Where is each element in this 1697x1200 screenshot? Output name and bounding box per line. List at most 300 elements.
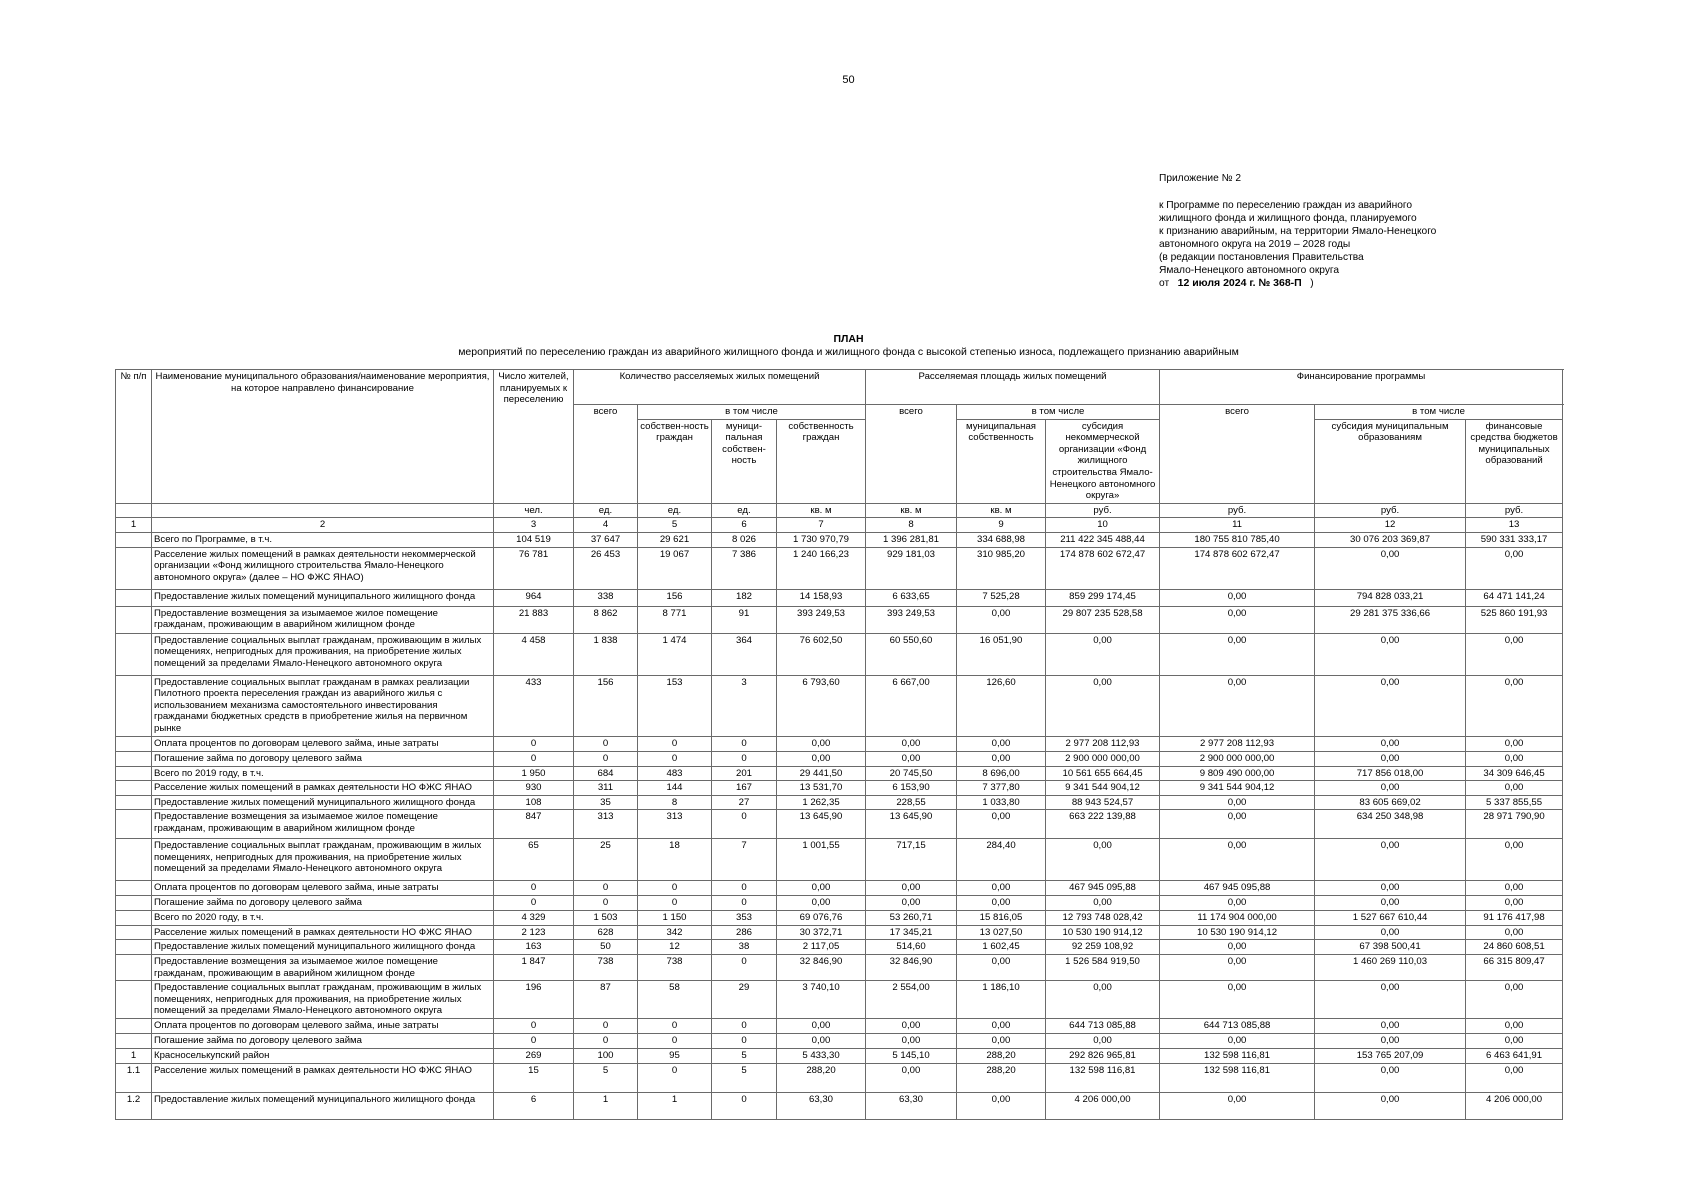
annex-signed-suffix: ) [1310,278,1314,289]
row-value: 29 [712,981,777,1019]
annex-line: к признанию аварийным, на территории Ямало-Ненецкого [1159,226,1437,237]
row-value: 5 337 855,55 [1466,795,1563,810]
table-row [116,751,1563,766]
row-value: 0,00 [1160,981,1315,1019]
row-number [116,606,152,633]
row-value: 794 828 033,21 [1315,589,1466,606]
row-number [116,547,152,589]
row-value: 38 [712,940,777,955]
row-value: 0,00 [1160,1034,1315,1049]
row-value: 29 621 [638,532,712,547]
row-value: 95 [638,1049,712,1064]
row-value: 0,00 [1315,781,1466,796]
row-value: 1 602,45 [957,940,1046,955]
row-value: 32 846,90 [777,955,866,981]
header-rooms-total: всего [574,405,638,504]
unit-cell: руб. [1315,503,1466,518]
row-value: 1 [638,1093,712,1120]
row-name: Предоставление жилых помещений муниципального жилищного фонда [152,940,494,955]
row-number [116,751,152,766]
table-row [116,981,1563,1019]
row-number: 1 [116,1049,152,1064]
row-value: 628 [574,925,638,940]
unit-cell: руб. [1160,503,1315,518]
row-value: 0,00 [1160,675,1315,736]
row-value: 0 [712,881,777,896]
row-value: 26 453 [574,547,638,589]
row-value: 2 977 208 112,93 [1160,736,1315,751]
row-value: 9 809 490 000,00 [1160,766,1315,781]
row-value: 0,00 [957,896,1046,911]
row-value: 29 281 375 336,66 [1315,606,1466,633]
row-name: Предоставление социальных выплат гражданам, проживающим в жилых помещениях, непригодных для проживания, на приобретение жилых помещений за пределами Ямало-Ненецкого автономного округа [152,633,494,675]
row-value: 0,00 [1466,896,1563,911]
row-value: 0,00 [1315,925,1466,940]
row-value: 10 530 190 914,12 [1046,925,1160,940]
page-number: 50 [842,74,855,86]
row-value: 0,00 [866,1034,957,1049]
row-value: 0 [574,751,638,766]
annex-title: Приложение № 2 [1159,173,1242,184]
row-value: 717 856 018,00 [1315,766,1466,781]
row-value: 0,00 [1315,547,1466,589]
row-name: Всего по 2019 году, в т.ч. [152,766,494,781]
row-value: 0 [494,736,574,751]
unit-cell [116,503,152,518]
row-value: 1 033,80 [957,795,1046,810]
row-name: Оплата процентов по договорам целевого займа, иные затраты [152,736,494,751]
header-area-municipal: муниципальная собственность [957,419,1046,503]
column-number: 7 [777,518,866,533]
header-rooms-group: Количество расселяемых жилых помещений [574,370,866,405]
row-value: 144 [638,781,712,796]
row-value: 65 [494,839,574,881]
row-value: 0,00 [866,1064,957,1093]
row-value: 153 [638,675,712,736]
row-value: 6 463 641,91 [1466,1049,1563,1064]
row-value: 0,00 [1046,675,1160,736]
row-value: 32 846,90 [866,955,957,981]
row-value: 393 249,53 [866,606,957,633]
row-value: 738 [574,955,638,981]
row-value: 1 240 166,23 [777,547,866,589]
row-name: Оплата процентов по договорам целевого займа, иные затраты [152,1019,494,1034]
row-value: 0,00 [1466,839,1563,881]
row-name: Всего по 2020 году, в т.ч. [152,911,494,926]
row-name: Погашение займа по договору целевого займа [152,896,494,911]
row-value: 1 474 [638,633,712,675]
row-value: 0,00 [1315,736,1466,751]
row-number [116,955,152,981]
row-value: 6 153,90 [866,781,957,796]
row-value: 1 730 970,79 [777,532,866,547]
row-value: 929 181,03 [866,547,957,589]
row-value: 0,00 [1466,881,1563,896]
row-value: 24 860 608,51 [1466,940,1563,955]
row-value: 0 [712,955,777,981]
header-residents: Число жителей, планируемых к переселению [494,370,574,504]
column-number: 9 [957,518,1046,533]
row-value: 847 [494,810,574,839]
row-value: 167 [712,781,777,796]
row-value: 5 [574,1064,638,1093]
row-value: 0 [712,736,777,751]
row-name: Предоставление возмещения за изымаемое жилое помещение гражданам, проживающим в аварийном жилищном фонде [152,810,494,839]
row-value: 1 186,10 [957,981,1046,1019]
row-value: 14 158,93 [777,589,866,606]
row-value: 0,00 [1315,751,1466,766]
row-value: 18 [638,839,712,881]
annex-signed-value: 12 июля 2024 г. № 368-П [1177,277,1302,289]
header-rooms-private: собствен-ность граждан [638,419,712,503]
table-row [116,795,1563,810]
row-value: 364 [712,633,777,675]
row-value: 0 [638,751,712,766]
row-value: 1 527 667 610,44 [1315,911,1466,926]
row-value: 0,00 [1160,839,1315,881]
row-value: 2 117,05 [777,940,866,955]
row-value: 0,00 [1315,1034,1466,1049]
annex-line: к Программе по переселению граждан из аварийного [1159,200,1413,211]
row-value: 1 396 281,81 [866,532,957,547]
row-number [116,940,152,955]
row-value: 76 781 [494,547,574,589]
row-value: 25 [574,839,638,881]
row-value: 0,00 [1315,633,1466,675]
row-value: 514,60 [866,940,957,955]
row-name: Погашение займа по договору целевого займа [152,1034,494,1049]
row-value: 3 740,10 [777,981,866,1019]
row-value: 2 900 000 000,00 [1160,751,1315,766]
header-fin-municipal-budget: финансовые средства бюджетов муниципальных образований [1466,419,1563,503]
row-name: Предоставление социальных выплат гражданам, проживающим в жилых помещениях, непригодных для проживания, на приобретение жилых помещений за пределами Ямало-Ненецкого автономного округа [152,981,494,1019]
row-value: 29 807 235 528,58 [1046,606,1160,633]
row-value: 132 598 116,81 [1160,1049,1315,1064]
annex-block [1159,172,1489,290]
header-no: № п/п [116,370,152,504]
row-value: 5 145,10 [866,1049,957,1064]
row-number [116,633,152,675]
row-value: 334 688,98 [957,532,1046,547]
annex-signed-line [1159,277,1489,290]
row-value: 87 [574,981,638,1019]
row-name: Всего по Программе, в т.ч. [152,532,494,547]
table-row [116,589,1563,606]
row-value: 63,30 [777,1093,866,1120]
row-value: 50 [574,940,638,955]
row-value: 0,00 [1160,589,1315,606]
row-value: 1 838 [574,633,638,675]
row-value: 0,00 [1160,955,1315,981]
row-name: Расселение жилых помещений в рамках деятельности НО ФЖС ЯНАО [152,781,494,796]
row-value: 0,00 [1315,981,1466,1019]
row-value: 153 765 207,09 [1315,1049,1466,1064]
row-value: 0 [574,1019,638,1034]
row-value: 132 598 116,81 [1160,1064,1315,1093]
row-value: 196 [494,981,574,1019]
row-name: Оплата процентов по договорам целевого займа, иные затраты [152,881,494,896]
row-value: 288,20 [957,1064,1046,1093]
column-number: 5 [638,518,712,533]
row-value: 1 001,55 [777,839,866,881]
row-value: 353 [712,911,777,926]
row-value: 0 [638,1064,712,1093]
row-value: 525 860 191,93 [1466,606,1563,633]
row-number [116,925,152,940]
row-value: 34 309 646,45 [1466,766,1563,781]
row-value: 0,00 [957,881,1046,896]
row-value: 0,00 [777,896,866,911]
table-header [116,370,1563,533]
row-value: 11 174 904 000,00 [1160,911,1315,926]
row-value: 88 943 524,57 [1046,795,1160,810]
table-row [116,1064,1563,1093]
row-name: Красноселькупский район [152,1049,494,1064]
header-fin-subsidy-municipal: субсидия муниципальным образованиям [1315,419,1466,503]
row-value: 1 503 [574,911,638,926]
column-number: 11 [1160,518,1315,533]
unit-cell [152,503,494,518]
column-number: 3 [494,518,574,533]
row-value: 64 471 141,24 [1466,589,1563,606]
annex-line: Ямало-Ненецкого автономного округа [1159,265,1340,276]
column-number: 13 [1466,518,1563,533]
row-value: 0,00 [1315,675,1466,736]
row-value: 0,00 [1466,633,1563,675]
row-value: 0 [574,1034,638,1049]
row-value: 0,00 [777,751,866,766]
row-value: 76 602,50 [777,633,866,675]
row-value: 644 713 085,88 [1046,1019,1160,1034]
row-value: 0,00 [1466,1034,1563,1049]
row-number [116,736,152,751]
row-value: 228,55 [866,795,957,810]
row-value: 174 878 602 672,47 [1160,547,1315,589]
row-value: 313 [574,810,638,839]
row-number: 1.2 [116,1093,152,1120]
row-value: 0,00 [777,1019,866,1034]
row-value: 17 345,21 [866,925,957,940]
row-value: 0 [494,1019,574,1034]
row-number [116,532,152,547]
unit-cell: кв. м [777,503,866,518]
row-value: 8 [638,795,712,810]
header-area-group: Расселяемая площадь жилых помещений [866,370,1160,405]
row-value: 8 771 [638,606,712,633]
table-row [116,1049,1563,1064]
row-name: Предоставление жилых помещений муниципального жилищного фонда [152,795,494,810]
row-value: 0,00 [1160,810,1315,839]
row-value: 0,00 [1046,839,1160,881]
header-area-including: в том числе [957,405,1160,420]
table-row [116,881,1563,896]
table-row [116,532,1563,547]
unit-cell: ед. [712,503,777,518]
table-row [116,766,1563,781]
column-number: 12 [1315,518,1466,533]
row-value: 1 950 [494,766,574,781]
header-area-private: собственность граждан [777,419,866,503]
row-name: Предоставление жилых помещений муниципального жилищного фонда [152,589,494,606]
row-name: Предоставление возмещения за изымаемое жилое помещение гражданам, проживающим в аварийном жилищном фонде [152,955,494,981]
header-finance-group: Финансирование программы [1160,370,1563,405]
row-value: 311 [574,781,638,796]
row-value: 0,00 [1315,881,1466,896]
row-number: 1.1 [116,1064,152,1093]
row-value: 91 176 417,98 [1466,911,1563,926]
unit-cell: руб. [1466,503,1563,518]
row-value: 2 977 208 112,93 [1046,736,1160,751]
row-value: 0,00 [1315,1019,1466,1034]
row-value: 0,00 [1046,896,1160,911]
row-value: 201 [712,766,777,781]
row-value: 163 [494,940,574,955]
row-value: 174 878 602 672,47 [1046,547,1160,589]
column-number: 6 [712,518,777,533]
row-value: 13 531,70 [777,781,866,796]
row-value: 286 [712,925,777,940]
unit-cell: кв. м [957,503,1046,518]
row-value: 859 299 174,45 [1046,589,1160,606]
row-value: 30 372,71 [777,925,866,940]
row-value: 6 793,60 [777,675,866,736]
row-value: 644 713 085,88 [1160,1019,1315,1034]
table-row [116,781,1563,796]
row-number [116,766,152,781]
row-value: 634 250 348,98 [1315,810,1466,839]
row-value: 0,00 [866,1019,957,1034]
row-value: 433 [494,675,574,736]
row-value: 310 985,20 [957,547,1046,589]
row-value: 6 667,00 [866,675,957,736]
row-value: 0,00 [1466,1019,1563,1034]
row-value: 0,00 [957,736,1046,751]
table-row [116,896,1563,911]
row-value: 0,00 [957,606,1046,633]
row-value: 35 [574,795,638,810]
row-value: 0 [638,736,712,751]
row-value: 0 [574,896,638,911]
row-value: 0 [712,1034,777,1049]
row-value: 5 [712,1049,777,1064]
annex-line: жилищного фонда и жилищного фонда, планируемого [1159,213,1417,224]
document-heading [0,333,1697,359]
row-value: 1 847 [494,955,574,981]
column-number: 2 [152,518,494,533]
row-value: 0,00 [1466,751,1563,766]
row-value: 1 460 269 110,03 [1315,955,1466,981]
row-number [116,589,152,606]
row-number [116,1034,152,1049]
row-value: 0 [712,896,777,911]
row-value: 0,00 [1160,1093,1315,1120]
row-value: 0,00 [1315,839,1466,881]
row-value: 180 755 810 785,40 [1160,532,1315,547]
row-value: 156 [638,589,712,606]
row-value: 0 [574,881,638,896]
column-number: 8 [866,518,957,533]
row-value: 288,20 [777,1064,866,1093]
annex-signed-prefix: от [1159,278,1170,289]
row-value: 2 900 000 000,00 [1046,751,1160,766]
row-number [116,1019,152,1034]
row-value: 0,00 [1160,606,1315,633]
table-row [116,547,1563,589]
table-row [116,810,1563,839]
row-value: 0 [638,881,712,896]
row-value: 0,00 [1315,1064,1466,1093]
row-value: 0,00 [1160,795,1315,810]
row-value: 15 [494,1064,574,1093]
row-number [116,981,152,1019]
row-value: 28 971 790,90 [1466,810,1563,839]
row-value: 58 [638,981,712,1019]
row-value: 15 816,05 [957,911,1046,926]
row-name: Погашение займа по договору целевого займа [152,751,494,766]
row-value: 53 260,71 [866,911,957,926]
unit-cell: кв. м [866,503,957,518]
row-value: 0,00 [777,1034,866,1049]
row-value: 16 051,90 [957,633,1046,675]
row-value: 9 341 544 904,12 [1046,781,1160,796]
row-value: 8 026 [712,532,777,547]
row-value: 91 [712,606,777,633]
row-value: 930 [494,781,574,796]
row-value: 0,00 [1160,940,1315,955]
row-value: 0,00 [1315,1093,1466,1120]
plan-title: ПЛАН [833,333,864,345]
row-value: 13 645,90 [777,810,866,839]
row-value: 126,60 [957,675,1046,736]
row-value: 0 [638,1019,712,1034]
row-value: 0,00 [957,751,1046,766]
row-value: 9 341 544 904,12 [1160,781,1315,796]
row-value: 6 [494,1093,574,1120]
table-row [116,633,1563,675]
row-value: 104 519 [494,532,574,547]
row-value: 6 633,65 [866,589,957,606]
row-name: Предоставление возмещения за изымаемое жилое помещение гражданам, проживающим в аварийном жилищном фонде [152,606,494,633]
row-value: 663 222 139,88 [1046,810,1160,839]
unit-cell: руб. [1046,503,1160,518]
row-name: Расселение жилых помещений в рамках деятельности некоммерческой организации «Фонд жилищного строительства Ямало-Ненецкого автономного округа» (далее – НО ФЖС ЯНАО) [152,547,494,589]
row-value: 393 249,53 [777,606,866,633]
row-value: 0,00 [1466,781,1563,796]
table-row [116,839,1563,881]
row-value: 0,00 [1160,896,1315,911]
row-value: 30 076 203 369,87 [1315,532,1466,547]
row-value: 10 530 190 914,12 [1160,925,1315,940]
row-value: 717,15 [866,839,957,881]
row-value: 4 458 [494,633,574,675]
plan-subtitle: мероприятий по переселению граждан из аварийного жилищного фонда и жилищного фонда с высокой степенью износа, подлежащего признанию аварийным [458,346,1239,358]
row-value: 467 945 095,88 [1160,881,1315,896]
table-body [116,532,1563,1119]
row-value: 13 645,90 [866,810,957,839]
row-value: 4 206 000,00 [1046,1093,1160,1120]
row-value: 1 526 584 919,50 [1046,955,1160,981]
header-rooms-including: в том числе [638,405,866,420]
row-name: Предоставление жилых помещений муниципального жилищного фонда [152,1093,494,1120]
row-value: 0,00 [777,881,866,896]
row-name: Расселение жилых помещений в рамках деятельности НО ФЖС ЯНАО [152,925,494,940]
row-number [116,839,152,881]
row-value: 12 793 748 028,42 [1046,911,1160,926]
header-finance-total: всего [1160,405,1315,504]
row-value: 1 150 [638,911,712,926]
row-value: 738 [638,955,712,981]
column-number: 4 [574,518,638,533]
